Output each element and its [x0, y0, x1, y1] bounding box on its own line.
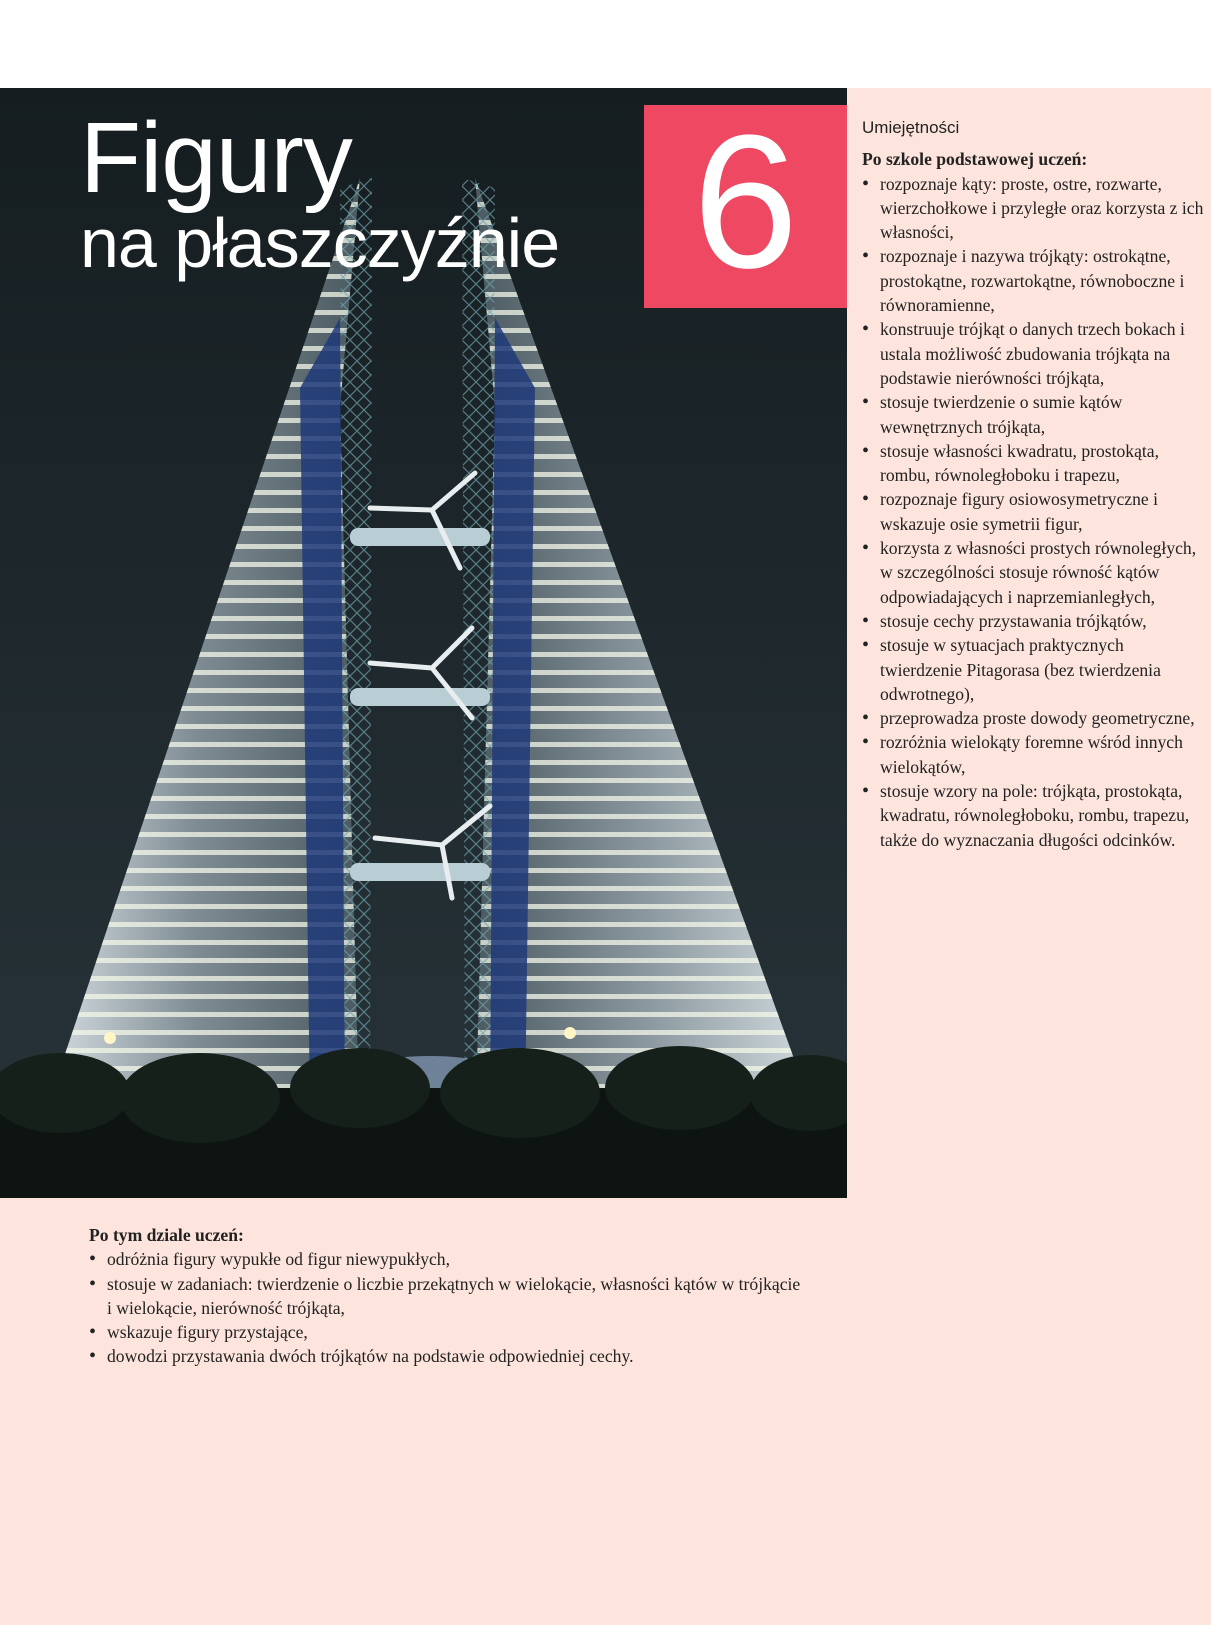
title-line-1: Figury [80, 102, 352, 214]
skills-subheading: Po szkole podstawowej uczeń: [862, 149, 1088, 170]
list-item: • stosuje własności kwadratu, prostokąta, rombu, równoległoboku i trapezu, [862, 439, 1207, 488]
list-item: • przeprowadza proste dowody geometryczne, [862, 706, 1207, 730]
list-item: • stosuje cechy przystawania trójkątów, [862, 609, 1207, 633]
list-item: • dowodzi przystawania dwóch trójkątów na podstawie odpowiedniej cechy. [89, 1344, 809, 1368]
list-item: • stosuje w zadaniach: twierdzenie o liczbie przekątnych w wielokącie, własności kątów w trójkącie i wielokącie, nierówność trójkąta, [89, 1272, 809, 1321]
list-item: • rozpoznaje figury osiowosymetryczne i wskazuje osie symetrii figur, [862, 487, 1207, 536]
list-item: • rozróżnia wielokąty foremne wśród innych wielokątów, [862, 730, 1207, 779]
after-list [89, 1247, 809, 1368]
skills-list [862, 172, 1207, 852]
chapter-title [80, 102, 560, 282]
list-item: • odróżnia figury wypukłe od figur niewypukłych, [89, 1247, 809, 1271]
list-item: • rozpoznaje i nazywa trójkąty: ostrokątne, prostokątne, rozwartokątne, równoboczne i równoramienne, [862, 244, 1207, 317]
list-item: • korzysta z własności prostych równoległych, w szczególności stosuje równość kątów odpowiadających i naprzemianległych, [862, 536, 1207, 609]
list-item: • stosuje w sytuacjach praktycznych twierdzenie Pitagorasa (bez twierdzenia odwrotnego), [862, 633, 1207, 706]
skills-column [862, 116, 1207, 852]
list-item: • stosuje twierdzenie o sumie kątów wewnętrznych trójkąta, [862, 390, 1207, 439]
chapter-number: 6 [692, 95, 799, 308]
list-item: • wskazuje figury przystające, [89, 1320, 809, 1344]
list-item: • stosuje wzory na pole: trójkąta, prostokąta, kwadratu, równoległoboku, rombu, trapezu, także do wyznaczania długości odcinków. [862, 779, 1207, 852]
list-item: • konstruuje trójkąt o danych trzech bokach i ustala możliwość zbudowania trójkąta na podstawie nierówności trójkąta, [862, 317, 1207, 390]
chapter-number-box [644, 95, 847, 308]
after-chapter-section [89, 1223, 809, 1369]
list-item: • rozpoznaje kąty: proste, ostre, rozwarte, wierzchołkowe i przyległe oraz korzysta z ich własności, [862, 172, 1207, 245]
title-line-2: na płaszczyźnie [80, 204, 560, 282]
after-heading: Po tym dziale uczeń: [89, 1225, 244, 1245]
skills-heading: Umiejętności [862, 118, 960, 137]
